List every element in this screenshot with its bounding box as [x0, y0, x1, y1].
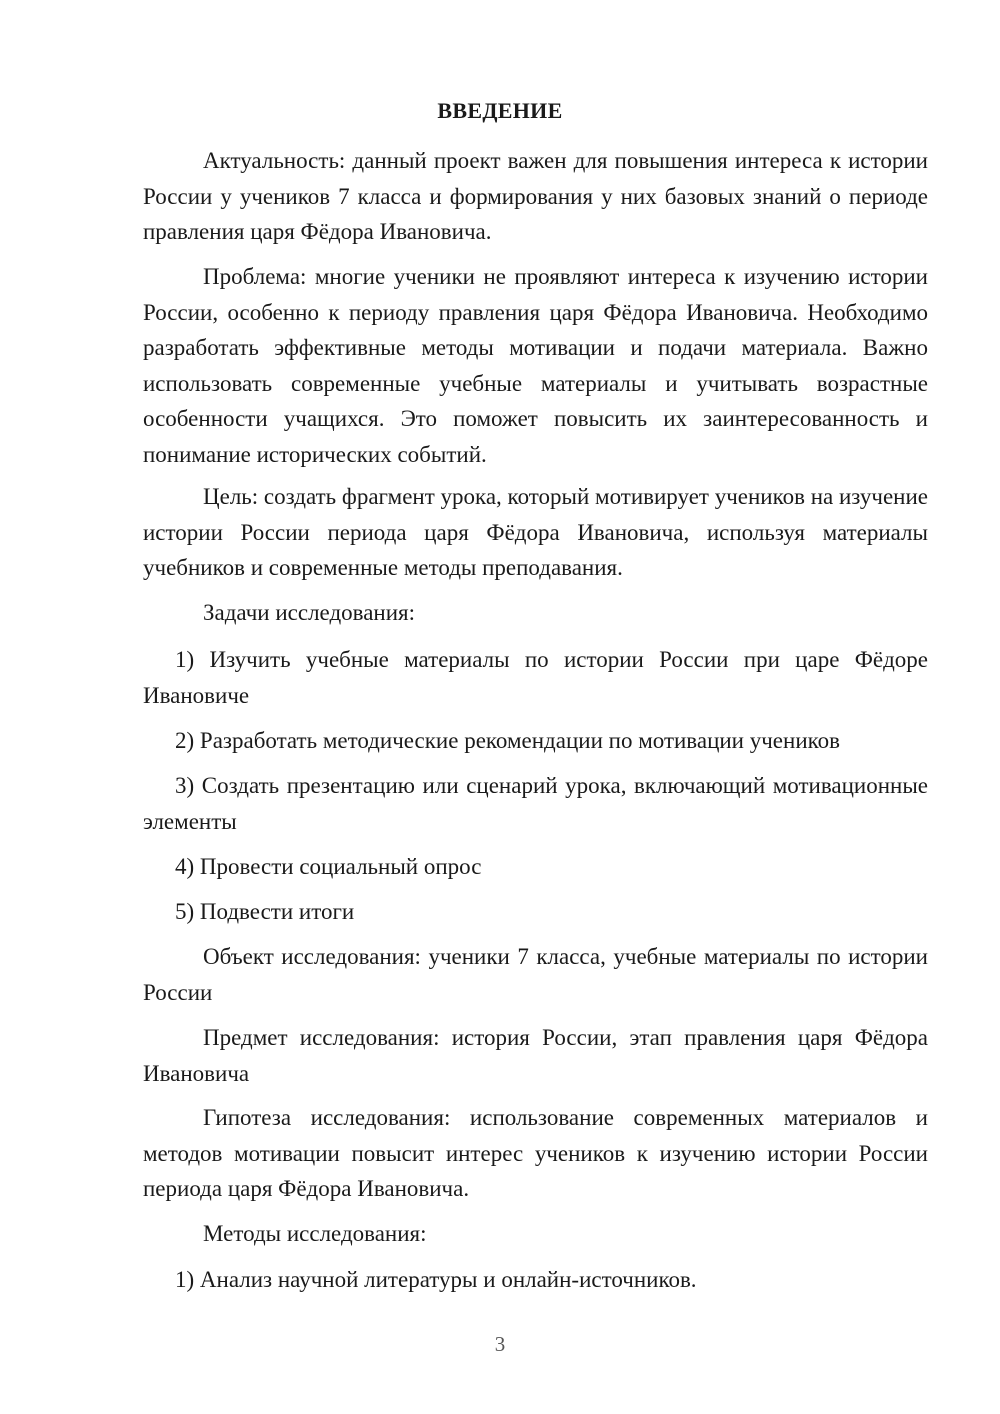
- paragraph-goal: Цель: создать фрагмент урока, который мотивирует учеников на изучение истории России периода царя Фёдора Ивановича, используя материалы учебников и современные методы преподавания.: [143, 484, 928, 580]
- page-number: 3: [494, 1332, 506, 1356]
- list-item-method-1: 1) Анализ научной литературы и онлайн-источников.: [175, 1267, 697, 1292]
- paragraph-tasks-heading: Задачи исследования:: [203, 600, 416, 625]
- paragraph-subject: Предмет исследования: история России, этап правления царя Фёдора Ивановича: [143, 1025, 928, 1086]
- paragraph-methods-heading: Методы исследования:: [203, 1221, 427, 1246]
- paragraph-relevance: Актуальность: данный проект важен для повышения интереса к истории России у учеников 7 класса и формирования у них базовых знаний о периоде правления царя Фёдора Ивановича.: [143, 148, 928, 244]
- list-item-task-3: 3) Создать презентацию или сценарий урока, включающий мотивационные элементы: [143, 773, 928, 834]
- paragraph-problem: Проблема: многие ученики не проявляют интереса к изучению истории России, особенно к периоду правления царя Фёдора Ивановича. Необходимо разработать эффективные методы мотивации и подачи материала. Важно использовать современные учебные материалы и учитывать возрастные особенности учащихся. Это поможет повысить их заинтересованность и понимание исторических событий.: [143, 264, 928, 467]
- list-item-task-5: 5) Подвести итоги: [175, 899, 355, 924]
- page-title: ВВЕДЕНИЕ: [437, 98, 563, 123]
- paragraph-hypothesis: Гипотеза исследования: использование современных материалов и методов мотивации повысит интерес учеников к изучению истории России периода царя Фёдора Ивановича.: [143, 1105, 928, 1201]
- list-item-task-1: 1) Изучить учебные материалы по истории России при царе Фёдоре Ивановиче: [143, 647, 928, 708]
- list-item-task-4: 4) Провести социальный опрос: [175, 854, 482, 879]
- paragraph-object: Объект исследования: ученики 7 класса, учебные материалы по истории России: [143, 944, 928, 1005]
- list-item-task-2: 2) Разработать методические рекомендации по мотивации учеников: [175, 728, 841, 753]
